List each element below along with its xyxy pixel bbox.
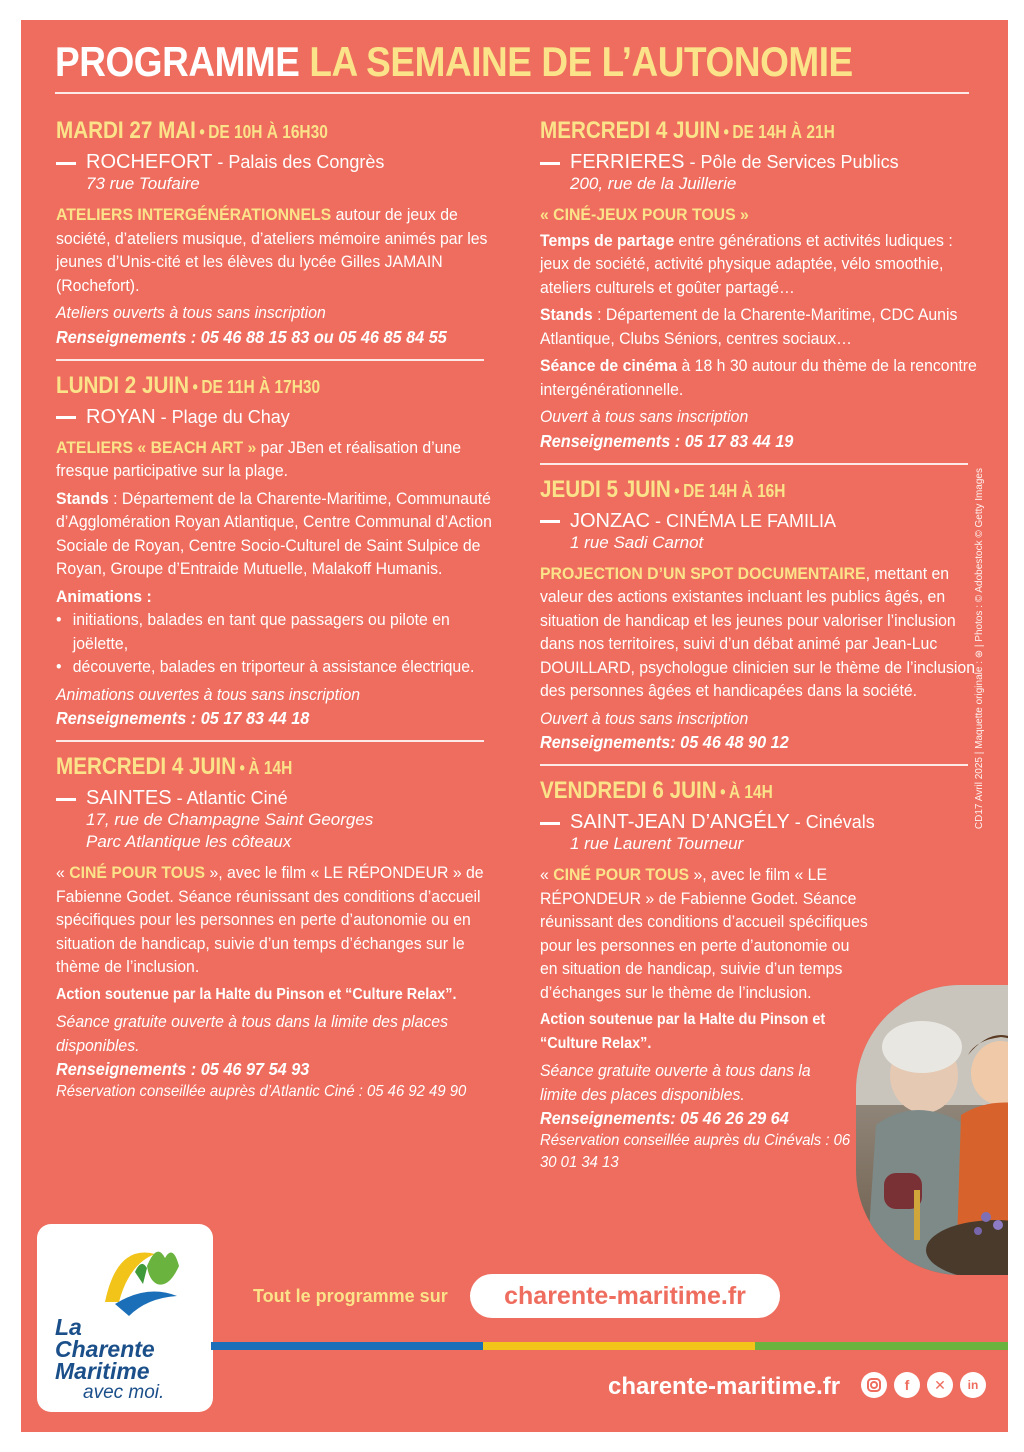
event-highlight-text: « CINÉ-JEUX POUR TOUS » <box>540 205 749 224</box>
quote-open: « <box>540 865 554 884</box>
event-time: DE 14H À 16H <box>683 480 786 501</box>
logo-birds-icon <box>37 1224 213 1324</box>
event-city: SAINT-JEAN D’ANGÉLY <box>570 811 790 833</box>
dash-icon <box>56 162 76 165</box>
cinema-label: Séance de cinéma <box>540 356 678 375</box>
stripe-blue <box>211 1342 483 1350</box>
event-venue: - Atlantic Ciné <box>176 788 288 808</box>
event-address: Parc Atlantique les côteaux <box>86 832 292 851</box>
event-partage <box>540 229 977 300</box>
event-day: MERCREDI 4 JUIN <box>540 117 721 144</box>
divider <box>56 359 484 361</box>
event-date: MERCREDI 4 JUIN • DE 14H À 21H <box>540 117 835 144</box>
divider <box>540 764 968 766</box>
event-venue: - Palais des Congrès <box>217 152 385 172</box>
event-phone: Renseignements: 05 46 26 29 64 <box>540 1108 789 1128</box>
event-description <box>540 863 870 1004</box>
logo-tagline: avec moi. <box>83 1382 165 1403</box>
logo-line: Charente <box>55 1336 155 1362</box>
divider <box>540 463 968 465</box>
event-venue: - Pôle de Services Publics <box>689 152 899 172</box>
event-highlight: PROJECTION D’UN SPOT DOCUMENTAIRE <box>540 563 866 583</box>
event-highlight: CINÉ POUR TOUS <box>553 865 690 884</box>
event-reservation: Réservation conseillée auprès du Cinévals : 06 30 01 34 13 <box>540 1132 851 1171</box>
event-location <box>56 406 496 428</box>
logo-charente-maritime[interactable] <box>37 1224 213 1412</box>
event-highlight <box>540 203 977 227</box>
logo-wordmark <box>55 1316 155 1382</box>
event-stands <box>540 303 977 350</box>
event-phone: Renseignements : 05 46 97 54 93 <box>56 1059 310 1079</box>
event-desc-text: par JBen et réalisation d’une fresque participative sur la plage. <box>56 437 462 480</box>
event-reservation: Réservation conseillée auprès d’Atlantic Ciné : 05 46 92 49 90 <box>56 1083 467 1100</box>
linkedin-icon[interactable]: in <box>960 1372 986 1398</box>
photo-illustration <box>856 985 1008 1275</box>
event-venue: - Plage du Chay <box>160 406 290 427</box>
title-programme: PROGRAMME <box>55 38 300 85</box>
stands-label: Stands <box>56 488 109 508</box>
partage-text: entre générations et activités ludiques : jeux de société, activité physique adaptée, vélo smoothie, ateliers culturels et goûter partagé… <box>540 230 953 297</box>
cta-link-button[interactable] <box>470 1274 780 1318</box>
cinema-text: à 18 h 30 autour du thème de la rencontre intergénérationnelle. <box>540 356 977 399</box>
event-desc-text: autour de jeux de société, d’ateliers musique, d’ateliers mémoire animés par les jeunes d’Unis-cité et les élèves du lycée Gilles JAMAIN (Rochefort). <box>56 205 488 295</box>
logo-line: Maritime <box>55 1358 150 1384</box>
event-note: Animations ouvertes à tous sans inscription <box>56 684 361 704</box>
event-city: ROYAN <box>86 405 156 428</box>
event-rochefort <box>56 116 496 349</box>
dash-icon <box>540 162 560 165</box>
list-item: • initiations, balades en tant que passagers ou pilote en joëlette, <box>56 608 493 655</box>
dash-icon <box>540 822 560 825</box>
event-address: 1 rue Laurent Tourneur <box>570 834 744 853</box>
event-venue: - CINÉMA LE FAMILIA <box>655 510 837 531</box>
event-phone: Renseignements : 05 46 88 15 83 ou 05 46 85 84 55 <box>56 326 447 347</box>
event-day: VENDREDI 6 JUIN <box>540 777 717 804</box>
event-date: MERCREDI 4 JUIN • À 14H <box>56 753 293 780</box>
footer-website-link[interactable]: charente-maritime.fr <box>608 1373 841 1400</box>
cta-url: charente-maritime.fr <box>504 1282 746 1310</box>
event-stands <box>56 487 493 581</box>
event-description <box>56 436 493 483</box>
event-day: LUNDI 2 JUIN <box>56 371 190 399</box>
instagram-icon[interactable] <box>861 1372 887 1398</box>
stripe-yellow <box>483 1342 755 1350</box>
facebook-icon[interactable]: f <box>894 1372 920 1398</box>
event-description <box>56 203 493 297</box>
cta-label: Tout le programme sur <box>253 1286 448 1306</box>
event-city: ROCHEFORT <box>86 151 213 173</box>
event-address: 200, rue de la Juillerie <box>570 174 737 193</box>
event-venue: - Cinévals <box>794 812 875 832</box>
event-city: JONZAC <box>570 509 650 532</box>
event-note: Ouvert à tous sans inscription <box>540 708 749 728</box>
event-phone: Renseignements : 05 17 83 44 19 <box>540 430 794 451</box>
event-time: DE 14H À 21H <box>732 122 835 142</box>
event-animations <box>56 585 493 679</box>
event-day: MARDI 27 MAI <box>56 117 196 144</box>
event-saintes <box>56 752 496 1103</box>
animations-label: Animations : <box>56 586 152 606</box>
event-address: 73 rue Toufaire <box>86 174 200 193</box>
title-divider <box>55 92 969 94</box>
stands-text: : Département de la Charente-Maritime, CDC Aunis Atlantique, Clubs Séniors, centres sociaux… <box>540 305 958 348</box>
event-support: Action soutenue par la Halte du Pinson et “Culture Relax”. <box>540 1011 826 1052</box>
photo-intergenerational <box>856 985 1008 1275</box>
event-highlight: CINÉ POUR TOUS <box>69 863 206 882</box>
event-time: DE 11H À 17H30 <box>201 376 321 397</box>
quote-open: « <box>56 863 70 882</box>
event-royan <box>56 371 496 731</box>
list-item: • découverte, balades en triporteur à assistance électrique. <box>56 655 493 679</box>
event-note: Séance gratuite ouverte à tous dans la limite des places disponibles. <box>56 1012 448 1055</box>
event-desc-text: », avec le film « LE RÉPONDEUR » de Fabienne Godet. Séance réunissant des conditions d’accueil spécifiques pour les personnes en perte d’autonomie ou en situation de handicap, suivie d’un temps d’échanges sur le thème de l’inclusion. <box>540 865 868 1002</box>
dash-icon <box>56 798 76 801</box>
event-city: FERRIERES <box>570 151 685 173</box>
event-note: Ouvert à tous sans inscription <box>540 407 749 426</box>
event-note: Séance gratuite ouverte à tous dans la limite des places disponibles. <box>540 1061 811 1104</box>
event-date: VENDREDI 6 JUIN • À 14H <box>540 777 773 804</box>
event-jonzac <box>540 475 980 755</box>
event-phone: Renseignements: 05 46 48 90 12 <box>540 732 789 752</box>
left-column <box>56 116 496 1103</box>
divider <box>56 740 484 742</box>
event-highlight: ATELIERS « BEACH ART » <box>56 437 257 457</box>
event-location <box>56 787 496 809</box>
stands-text: : Département de la Charente-Maritime, Communauté d’Agglomération Royan Atlantique, Centre Communal d’Action Sociale de Royan, Centre Socio-Culturel de Saint Sulpice de Royan, Groupe d’Entraide Mutuelle, Malakoff Humanis. <box>56 488 492 578</box>
event-date: LUNDI 2 JUIN • DE 11H À 17H30 <box>56 371 321 399</box>
event-location <box>540 510 980 532</box>
event-day: JEUDI 5 JUIN <box>540 475 671 503</box>
event-support: Action soutenue par la Halte du Pinson et “Culture Relax”. <box>56 985 457 1003</box>
event-cinema <box>540 354 977 401</box>
dash-icon <box>540 520 560 523</box>
poster <box>21 20 1008 1432</box>
event-time: À 14H <box>248 758 293 778</box>
event-date: MARDI 27 MAI • DE 10H À 16H30 <box>56 117 328 144</box>
event-date: JEUDI 5 JUIN • DE 14H À 16H <box>540 475 786 503</box>
event-phone: Renseignements : 05 17 83 44 18 <box>56 708 310 728</box>
event-time: À 14H <box>728 782 773 802</box>
event-location <box>56 151 496 173</box>
credit-text: CD17 Avril 2025 | Maquette originale : ⊛ | Photos : © Adobestock © Getty Images <box>974 468 985 830</box>
event-city: SAINTES <box>86 787 172 809</box>
event-location <box>540 151 980 173</box>
animations-list <box>56 608 493 679</box>
page-title <box>55 38 853 86</box>
event-highlight: ATELIERS INTERGÉNÉRATIONNELS <box>56 205 332 224</box>
event-desc-text: , mettant en valeur des actions existantes incluant les publics âgés, en situation de handicap et les jeunes pour valoriser l’inclusion dans nos territoires, suivi d’un débat animé par Jean-Luc DOUILLARD, psychologue clinicien sur le thème de l’inclusion des personnes âgées et handicapées dans la société. <box>540 563 975 700</box>
partage-label: Temps de partage <box>540 230 675 250</box>
event-address: 1 rue Sadi Carnot <box>570 532 704 552</box>
event-ferrieres <box>540 116 980 453</box>
x-icon[interactable]: ✕ <box>927 1372 953 1398</box>
event-description <box>56 861 493 979</box>
event-note: Ateliers ouverts à tous sans inscription <box>56 303 326 322</box>
stands-label: Stands <box>540 305 593 324</box>
event-day: MERCREDI 4 JUIN <box>56 753 237 780</box>
logo-line: La <box>55 1314 82 1340</box>
stripe-green <box>755 1342 1008 1350</box>
event-location <box>540 811 980 833</box>
event-address: 17, rue de Champagne Saint Georges <box>86 810 374 829</box>
dash-icon <box>56 416 76 419</box>
photo-credit <box>974 468 994 868</box>
event-description <box>540 562 977 703</box>
event-desc-text: », avec le film « LE RÉPONDEUR » de Fabienne Godet. Séance réunissant des conditions d’accueil spécifiques pour les personnes en perte d’autonomie ou en situation de handicap, suivie d’un temps d’échanges sur le thème de l’inclusion. <box>56 863 484 976</box>
event-time: DE 10H À 16H30 <box>208 122 328 142</box>
title-semaine: LA SEMAINE DE L’AUTONOMIE <box>309 38 853 85</box>
